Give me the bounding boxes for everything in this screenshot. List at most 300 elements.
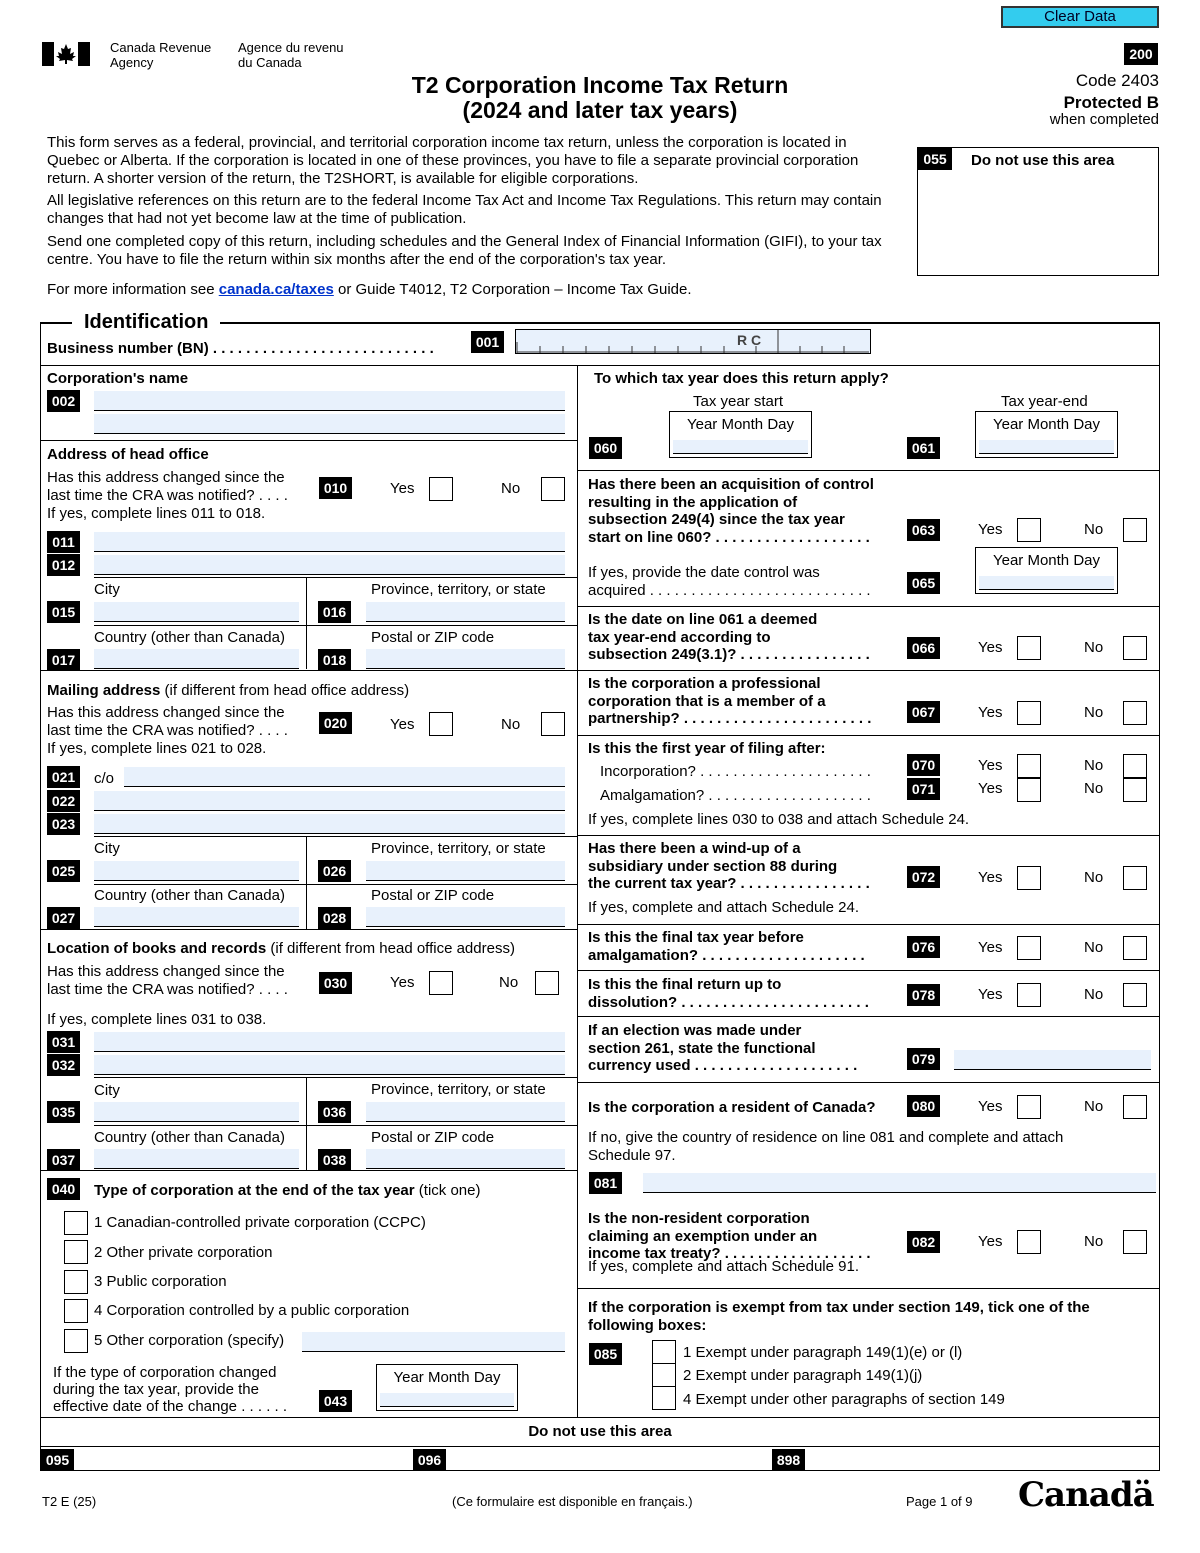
code-060: 060	[589, 437, 622, 459]
res-no-line1: If no, give the country of residence on line 081 and complete and attach	[588, 1129, 1064, 1146]
bn-label: Business number (BN) . . . . . . . . . . . . . . . . . . . . . . . . . . .	[47, 340, 434, 357]
head-country-label: Country (other than Canada)	[94, 629, 285, 646]
functional-currency-field[interactable]	[954, 1050, 1151, 1070]
books-province-field[interactable]	[366, 1102, 565, 1122]
frame-left	[40, 322, 41, 1471]
elec-line1: If an election was made under	[588, 1022, 802, 1039]
acq-control-ymd: Year Month Day	[992, 552, 1100, 569]
head-postal-field[interactable]	[366, 649, 565, 669]
type-change-date[interactable]	[376, 1364, 518, 1411]
head-yes-label: Yes	[390, 480, 415, 497]
type-1-label: 1 Canadian-controlled private corporation (CCPC)	[94, 1214, 426, 1231]
deemed-line3: subsection 249(3.1)? . . . . . . . . . . . . . . . .	[588, 646, 870, 663]
rule-right-1	[577, 470, 1160, 471]
tax-year-start-date[interactable]	[669, 411, 812, 458]
amalg-no-label: No	[1084, 780, 1104, 797]
head-province-label: Province, territory, or state	[371, 581, 546, 598]
prof-yes-label: Yes	[978, 704, 1003, 721]
row-rule-bn	[40, 365, 1160, 366]
code-011: 011	[47, 531, 80, 553]
protected-b: Protected B	[1063, 93, 1159, 112]
rule-bottom-3	[40, 1470, 1160, 1471]
exempt-line1: If the corporation is exempt from tax under section 149, tick one of the	[588, 1299, 1090, 1316]
code-067: 067	[907, 701, 940, 723]
code-085: 085	[589, 1343, 622, 1365]
books-postal-field[interactable]	[366, 1149, 565, 1169]
final-line1: Is this the final tax year before	[588, 929, 804, 946]
diss-no-label: No	[1084, 986, 1104, 1003]
res-yes-label: Yes	[978, 1098, 1003, 1115]
books-country-label: Country (other than Canada)	[94, 1129, 285, 1146]
election-question	[588, 1022, 857, 1075]
when-completed: when completed	[1049, 111, 1159, 128]
code-015: 015	[47, 601, 80, 623]
mail-country-field[interactable]	[94, 907, 299, 927]
amalg-no-checkbox[interactable]	[1123, 778, 1147, 802]
code-079: 079	[907, 1048, 940, 1070]
code-081: 081	[589, 1172, 622, 1194]
head-postal-label: Postal or ZIP code	[371, 629, 495, 646]
tax-year-question: To which tax year does this return apply?	[594, 370, 889, 387]
final-yes-label: Yes	[978, 939, 1003, 956]
title-line2: (2024 and later tax years)	[462, 97, 738, 123]
mail-city-label: City	[94, 840, 120, 857]
french-availability: (Ce formulaire est disponible en français.)	[452, 1494, 693, 1509]
code-030: 030	[319, 972, 352, 994]
agency-fr-line2: du Canada	[238, 55, 302, 70]
form-code-200: 200	[1124, 43, 1158, 65]
incorp-no-checkbox[interactable]	[1123, 754, 1147, 778]
corp-name-field-1[interactable]	[94, 391, 565, 411]
code-027: 027	[47, 907, 80, 929]
code-020: 020	[319, 712, 352, 734]
type-change-date-ymd: Year Month Day	[393, 1369, 501, 1386]
diss-yes-checkbox[interactable]	[1017, 983, 1041, 1007]
code-028: 028	[318, 907, 351, 929]
corp-name-field-2[interactable]	[94, 414, 565, 434]
wind-no-checkbox[interactable]	[1123, 866, 1147, 890]
head-country-field[interactable]	[94, 649, 299, 669]
code-022: 022	[47, 790, 80, 812]
code-2403: Code 2403	[1075, 71, 1159, 90]
type-change-line2: during the tax year, provide the	[53, 1381, 259, 1398]
treaty-no-label: No	[1084, 1233, 1104, 1250]
frame-right	[1159, 322, 1160, 1471]
rule-right-2	[577, 606, 1160, 607]
code-017: 017	[47, 649, 80, 671]
treaty-yes-label: Yes	[978, 1233, 1003, 1250]
rule-bottom-1	[40, 1417, 1160, 1418]
incorp-no-label: No	[1084, 757, 1104, 774]
mail-address-line-022[interactable]	[94, 791, 565, 811]
books-city-label: City	[94, 1082, 120, 1099]
books-yes-label: Yes	[390, 974, 415, 991]
type-label-note: (tick one)	[414, 1182, 481, 1199]
head-complete-text: If yes, complete lines 011 to 018.	[47, 505, 266, 522]
type-4-checkbox[interactable]	[64, 1299, 88, 1323]
mail-city-divider	[306, 836, 307, 929]
mail-postal-field[interactable]	[366, 907, 565, 927]
final-yes-checkbox[interactable]	[1017, 936, 1041, 960]
rule-books-country	[94, 1125, 577, 1126]
first-year-question: Is this the first year of filing after:	[588, 740, 826, 757]
treaty-no-checkbox[interactable]	[1123, 1230, 1147, 1254]
type-change-date-input[interactable]	[380, 1393, 514, 1407]
rule-mail-country	[94, 884, 577, 885]
wind-yes-checkbox[interactable]	[1017, 866, 1041, 890]
agency-name-fr	[238, 40, 344, 70]
prof-line3: partnership? . . . . . . . . . . . . . . . . . . . . . . .	[588, 710, 872, 727]
head-city-divider	[306, 577, 307, 669]
code-082: 082	[907, 1231, 940, 1253]
code-037: 037	[47, 1149, 80, 1171]
head-changed-line2: last time the CRA was notified? . . . .	[47, 487, 288, 504]
acq-no-checkbox[interactable]	[1123, 518, 1147, 542]
tax-year-end-ymd: Year Month Day	[992, 416, 1100, 433]
resident-question: Is the corporation a resident of Canada?	[588, 1099, 876, 1116]
code-070: 070	[907, 754, 940, 776]
treaty-yes-checkbox[interactable]	[1017, 1230, 1041, 1254]
rule-mail-city	[94, 836, 577, 837]
code-040: 040	[47, 1178, 80, 1200]
diss-yes-label: Yes	[978, 986, 1003, 1003]
code-023: 023	[47, 813, 80, 835]
rule-right-3	[577, 670, 1160, 671]
head-yes-checkbox[interactable]	[429, 477, 453, 501]
code-055: 055	[918, 148, 952, 170]
code-063: 063	[907, 519, 940, 541]
amalg-yes-checkbox[interactable]	[1017, 778, 1041, 802]
type-2-checkbox[interactable]	[64, 1240, 88, 1264]
rule-head-city	[94, 577, 577, 578]
acq-line2: resulting in the application of	[588, 493, 798, 511]
agency-en-line1: Canada Revenue	[110, 40, 212, 55]
code-036: 036	[318, 1101, 351, 1123]
rule-right-7	[577, 970, 1160, 971]
res-no-line2: Schedule 97.	[588, 1146, 676, 1164]
identification-heading: Identification	[72, 311, 220, 334]
code-078: 078	[907, 984, 940, 1006]
rule-head-country	[94, 625, 577, 626]
head-changed-line1: Has this address changed since the	[47, 469, 285, 486]
mailing-label-bold: Mailing address	[47, 682, 161, 699]
tax-year-start-input[interactable]	[673, 440, 808, 454]
head-no-checkbox[interactable]	[541, 477, 565, 501]
code-001: 001	[471, 331, 504, 353]
deemed-question	[588, 611, 870, 664]
mail-no-checkbox[interactable]	[541, 712, 565, 736]
exempt-question	[588, 1299, 1090, 1335]
code-010: 010	[319, 477, 352, 499]
column-divider	[577, 365, 578, 1417]
acq-line1: Has there been an acquisition of control	[588, 476, 874, 493]
res-no-checkbox[interactable]	[1123, 1095, 1147, 1119]
mail-no-label: No	[501, 716, 521, 733]
exempt-4-label: 4 Exempt under other paragraphs of section 149	[683, 1391, 1005, 1408]
rule-right-10	[577, 1288, 1160, 1289]
diss-line1: Is this the final return up to	[588, 976, 782, 993]
acq-control-date[interactable]	[975, 547, 1118, 594]
exempt-1-checkbox[interactable]	[652, 1340, 676, 1364]
code-012: 012	[47, 554, 80, 576]
code-021: 021	[47, 766, 80, 788]
wind-line1: Has there been a wind-up of a	[588, 840, 801, 857]
books-label-note: (if different from head office address)	[266, 940, 515, 957]
res-yes-checkbox[interactable]	[1017, 1095, 1041, 1119]
tax-year-end-input[interactable]	[979, 440, 1114, 454]
exempt-4-checkbox[interactable]	[652, 1386, 676, 1410]
intro-paragraph-3: Send one completed copy of this return, including schedules and the General Index of Financial Information (GIFI), to your tax centre. You have to file the return within six months after the end of the corporation's tax year.	[47, 233, 882, 268]
incorp-yes-checkbox[interactable]	[1017, 754, 1041, 778]
type-4-label: 4 Corporation controlled by a public corporation	[94, 1302, 410, 1319]
books-complete-note: If yes, complete lines 031 to 038.	[47, 1011, 267, 1028]
head-city-label: City	[94, 581, 120, 598]
agency-fr-line1: Agence du revenu	[238, 40, 344, 55]
head-changed-q	[47, 469, 288, 505]
page-number: Page 1 of 9	[906, 1494, 973, 1509]
rule-left-1	[40, 440, 577, 441]
mail-province-label: Province, territory, or state	[371, 840, 546, 857]
type-5-checkbox[interactable]	[64, 1329, 88, 1353]
code-898: 898	[772, 1449, 805, 1471]
canada-taxes-link[interactable]: canada.ca/taxes	[218, 281, 334, 298]
corp-name-label: Corporation's name	[47, 370, 189, 387]
books-city-divider	[306, 1077, 307, 1170]
rule-left-3	[40, 929, 577, 930]
mail-address-line-023[interactable]	[94, 814, 565, 834]
rule-right-9	[577, 1082, 1160, 1083]
treaty-question	[588, 1210, 871, 1263]
code-065: 065	[907, 572, 940, 594]
prof-line2: corporation that is a member of a	[588, 692, 826, 710]
rule-bottom-2	[40, 1446, 1160, 1447]
books-province-label: Province, territory, or state	[371, 1081, 546, 1098]
elec-line2: section 261, state the functional	[588, 1039, 816, 1057]
diss-line2: dissolution? . . . . . . . . . . . . . . . . . . . . . . .	[588, 993, 869, 1011]
intro-paragraph-2: All legislative references on this return are to the federal Income Tax Act and Income Tax Regulations. This return may contain changes that had not yet become law at the time of publication.	[47, 192, 882, 227]
page-title	[300, 73, 900, 123]
rule-right-6	[577, 924, 1160, 925]
rule-left-2	[40, 670, 577, 671]
code-025: 025	[47, 860, 80, 882]
exempt-line2: following boxes:	[588, 1317, 707, 1334]
acq-control-input[interactable]	[979, 576, 1114, 590]
incorp-yes-label: Yes	[978, 757, 1003, 774]
mail-yes-checkbox[interactable]	[429, 712, 453, 736]
code-096: 096	[413, 1449, 446, 1471]
prof-no-label: No	[1084, 704, 1104, 721]
code-061: 061	[907, 437, 940, 459]
mailing-label	[47, 682, 409, 699]
books-changed-line2: last time the CRA was notified? . . . .	[47, 981, 288, 998]
books-address-line-031[interactable]	[94, 1032, 565, 1052]
final-no-label: No	[1084, 939, 1104, 956]
mail-yes-label: Yes	[390, 716, 415, 733]
books-no-label: No	[499, 974, 519, 991]
deemed-yes-checkbox[interactable]	[1017, 636, 1041, 660]
prof-yes-checkbox[interactable]	[1017, 701, 1041, 725]
mail-country-label: Country (other than Canada)	[94, 887, 285, 904]
type-5-specify-field[interactable]	[302, 1332, 565, 1352]
books-no-checkbox[interactable]	[535, 971, 559, 995]
elec-line3: currency used . . . . . . . . . . . . . . . . . . . .	[588, 1057, 858, 1074]
title-line1: T2 Corporation Income Tax Return	[411, 72, 789, 98]
care-of-label: c/o	[94, 770, 115, 787]
books-label	[47, 940, 515, 957]
deemed-yes-label: Yes	[978, 639, 1003, 656]
acq-yes-label: Yes	[978, 521, 1003, 538]
code-080: 080	[907, 1095, 940, 1117]
acq-yes-checkbox[interactable]	[1017, 518, 1041, 542]
prof-no-checkbox[interactable]	[1123, 701, 1147, 725]
head-province-field[interactable]	[366, 602, 565, 622]
exempt-1-label: 1 Exempt under paragraph 149(1)(e) or (l)	[683, 1344, 963, 1361]
type-3-label: 3 Public corporation	[94, 1273, 227, 1290]
final-amalg-question	[588, 929, 865, 964]
code-002: 002	[47, 390, 80, 412]
treaty-complete-note: If yes, complete and attach Schedule 91.	[588, 1258, 860, 1275]
code-031: 031	[47, 1031, 80, 1053]
head-no-label: No	[501, 480, 521, 497]
nr-line1: Is the non-resident corporation	[588, 1210, 810, 1227]
books-country-field[interactable]	[94, 1149, 299, 1169]
agency-en-line2: Agency	[110, 55, 154, 70]
intro-more-info: For more information see	[47, 281, 219, 298]
res-no-label: No	[1084, 1098, 1104, 1115]
deemed-line1: Is the date on line 061 a deemed	[588, 611, 818, 628]
bn-rc-label: R C	[737, 332, 762, 348]
resident-no-note	[588, 1129, 1063, 1164]
books-address-line-032[interactable]	[94, 1055, 565, 1075]
mail-postal-label: Postal or ZIP code	[371, 887, 495, 904]
rule-right-4	[577, 735, 1160, 736]
deemed-line2: tax year-end according to	[588, 628, 771, 646]
tax-year-start-label: Tax year start	[693, 393, 784, 410]
tax-year-end-label: Tax year-end	[1001, 393, 1088, 410]
code-076: 076	[907, 936, 940, 958]
dissolution-question	[588, 976, 869, 1011]
head-city-field[interactable]	[94, 602, 299, 622]
code-095: 095	[41, 1449, 74, 1471]
code-072: 072	[907, 866, 940, 888]
head-office-label: Address of head office	[47, 446, 209, 463]
code-016: 016	[318, 601, 351, 623]
rule-right-8	[577, 1016, 1160, 1017]
tax-year-end-date[interactable]	[975, 411, 1118, 458]
mail-co-field[interactable]	[124, 767, 565, 787]
mail-changed-q	[47, 704, 288, 740]
first-year-complete-note: If yes, complete lines 030 to 038 and attach Schedule 24.	[588, 811, 970, 828]
acq-date-line2: acquired . . . . . . . . . . . . . . . . . . . . . . . . . . .	[588, 582, 871, 599]
diss-no-checkbox[interactable]	[1123, 983, 1147, 1007]
type-change-note	[53, 1364, 287, 1415]
final-no-checkbox[interactable]	[1123, 936, 1147, 960]
head-complete-note	[47, 505, 265, 522]
code-071: 071	[907, 778, 940, 800]
mailing-label-note: (if different from head office address)	[160, 682, 410, 699]
acq-date-line1: If yes, provide the date control was	[588, 564, 820, 581]
nr-line2: claiming an exemption under an	[588, 1227, 818, 1245]
type-3-checkbox[interactable]	[64, 1270, 88, 1294]
type-1-checkbox[interactable]	[64, 1211, 88, 1235]
bottom-dnu-label: Do not use this area	[528, 1423, 672, 1440]
windup-question	[588, 840, 870, 893]
wind-complete-note: If yes, complete and attach Schedule 24.	[588, 899, 860, 916]
tax-year-start-ymd: Year Month Day	[686, 416, 794, 433]
canada-flag-icon	[42, 42, 90, 66]
incorporation-label: Incorporation? . . . . . . . . . . . . . . . . . . . . .	[600, 763, 871, 780]
country-residence-field[interactable]	[643, 1173, 1156, 1193]
mail-changed-line1: Has this address changed since the	[47, 704, 285, 721]
wind-line3: the current tax year? . . . . . . . . . . . . . . . .	[588, 875, 870, 892]
box-055-label: Do not use this area	[971, 152, 1115, 169]
professional-question	[588, 675, 871, 728]
final-line2: amalgamation? . . . . . . . . . . . . . . . . . . . .	[588, 946, 865, 964]
mail-complete-note: If yes, complete lines 021 to 028.	[47, 740, 267, 757]
wind-yes-label: Yes	[978, 869, 1003, 886]
prof-line1: Is the corporation a professional	[588, 675, 821, 692]
clear-data-button[interactable]: Clear Data	[1001, 6, 1159, 28]
acq-date-note	[588, 564, 871, 600]
wind-line2: subsidiary under section 88 during	[588, 857, 838, 875]
nr-line3: income tax treaty? . . . . . . . . . . . . . . . . . .	[588, 1245, 871, 1262]
code-038: 038	[318, 1149, 351, 1171]
mail-city-field[interactable]	[94, 861, 299, 881]
canada-wordmark: Canadä	[1018, 1475, 1154, 1515]
exempt-2-label: 2 Exempt under paragraph 149(1)(j)	[683, 1367, 923, 1384]
type-5-label: 5 Other corporation (specify)	[94, 1332, 285, 1349]
agency-name-en	[110, 40, 211, 70]
type-label-bold: Type of corporation at the end of the tax year	[94, 1182, 415, 1199]
acq-line4: start on line 060? . . . . . . . . . . . . . . . . . . .	[588, 528, 870, 546]
intro-paragraph-4	[47, 281, 692, 298]
type-label	[94, 1182, 480, 1199]
form-id: T2 E (25)	[42, 1494, 97, 1509]
type-change-line3: effective date of the change . . . . . .	[53, 1398, 288, 1415]
books-city-field[interactable]	[94, 1102, 299, 1122]
deemed-no-label: No	[1084, 639, 1104, 656]
code-043: 043	[319, 1390, 352, 1412]
deemed-no-checkbox[interactable]	[1123, 636, 1147, 660]
mail-province-field[interactable]	[366, 861, 565, 881]
exempt-2-checkbox[interactable]	[652, 1363, 676, 1387]
code-035: 035	[47, 1101, 80, 1123]
amalg-yes-label: Yes	[978, 780, 1003, 797]
code-066: 066	[907, 637, 940, 659]
books-yes-checkbox[interactable]	[429, 971, 453, 995]
intro-paragraph-1: This form serves as a federal, provincial, and territorial corporation income tax return, unless the corporation is located in Quebec or Alberta. If the corporation is located in one of these provinces, you have to file a separate provincial corporation return. A shorter version of the return, the T2SHORT, is available for eligible corporations.	[47, 134, 859, 187]
wind-no-label: No	[1084, 869, 1104, 886]
code-026: 026	[318, 860, 351, 882]
books-label-bold: Location of books and records	[47, 940, 267, 957]
rule-left-4	[40, 1170, 577, 1171]
books-postal-label: Postal or ZIP code	[371, 1129, 495, 1146]
mail-changed-line2: last time the CRA was notified? . . . .	[47, 722, 288, 739]
head-address-line-011[interactable]	[94, 532, 565, 552]
head-address-line-012[interactable]	[94, 555, 565, 575]
type-change-line1: If the type of corporation changed	[53, 1364, 277, 1381]
rule-right-5	[577, 835, 1160, 836]
type-2-label: 2 Other private corporation	[94, 1244, 273, 1261]
amalgamation-label: Amalgamation? . . . . . . . . . . . . . . . . . . . .	[600, 787, 871, 804]
acq-line3: subsection 249(4) since the tax year	[588, 511, 845, 528]
business-number-field[interactable]	[515, 329, 871, 354]
books-changed-q	[47, 963, 288, 999]
rule-books-city	[94, 1077, 577, 1078]
acquisition-question	[588, 476, 874, 546]
code-018: 018	[318, 649, 351, 671]
books-changed-line1: Has this address changed since the	[47, 963, 285, 980]
